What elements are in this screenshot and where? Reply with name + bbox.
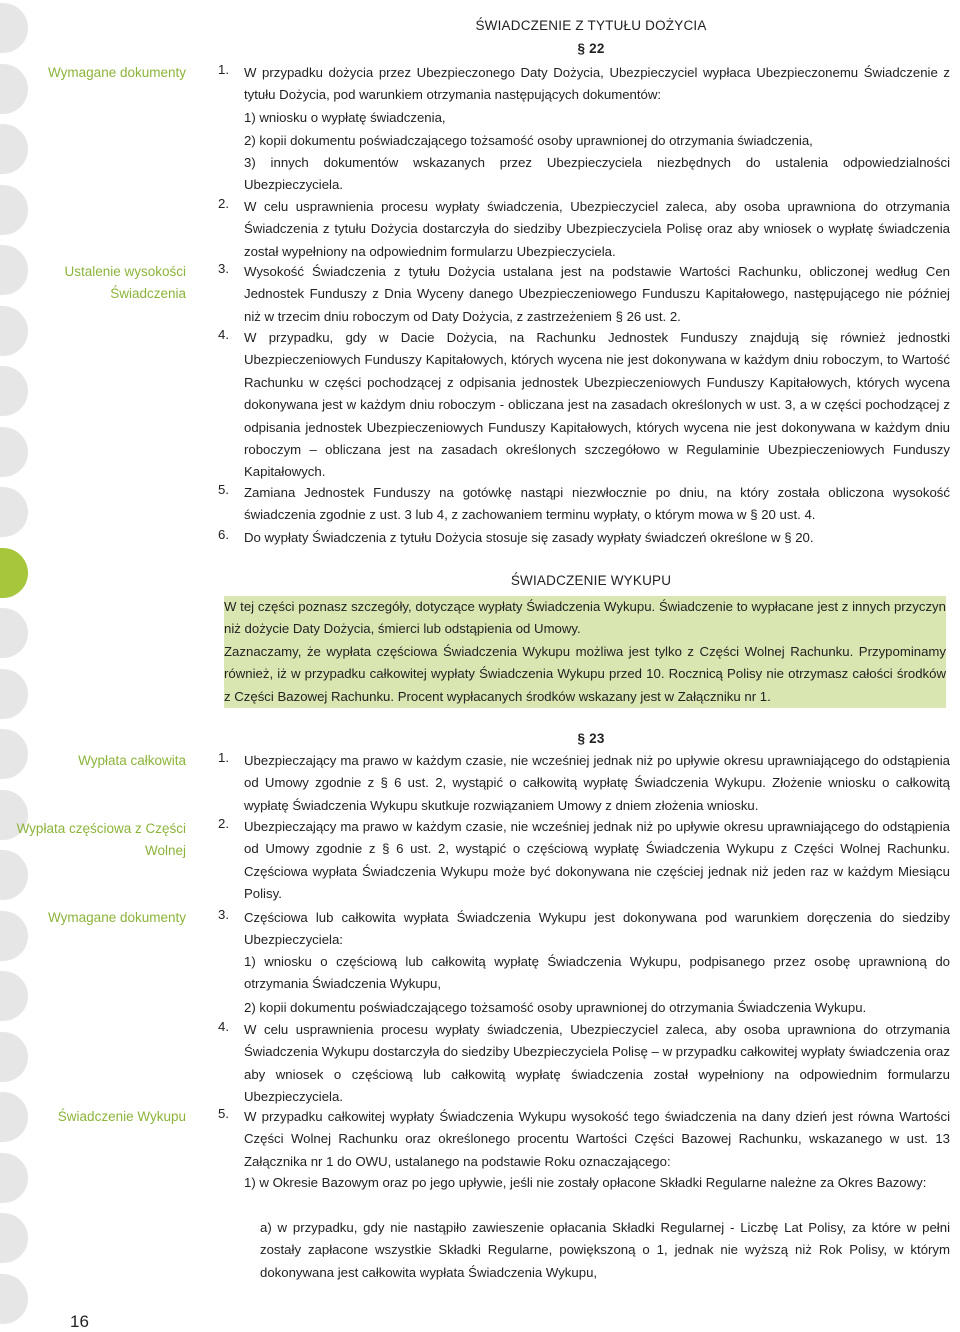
chapter-tab bbox=[0, 487, 28, 537]
item-text: Zamiana Jednostek Funduszy na gotówkę nastąpi niezwłocznie po dniu, na który została obliczona wysokość świadczenia zgodnie z ust. 3 lub 4, z zachowaniem terminu wypłaty, o którym mowa w § 20 ust. 4. bbox=[244, 485, 950, 523]
item-number: 5. bbox=[218, 1106, 229, 1121]
item-number: 4. bbox=[218, 327, 229, 342]
intro-box bbox=[224, 596, 946, 708]
margin-note: Wymagane dokumenty bbox=[48, 910, 186, 925]
item-number: 1. bbox=[218, 62, 229, 77]
item-text: W celu usprawnienia procesu wypłaty świadczenia, Ubezpieczyciel zaleca, aby osoba uprawniona do otrzymania Świadczenia Wykupu dostarczyła do siedziby Ubezpieczyciela Polisę – w przypadku całkowitej wypłaty świadczenia oraz aby wniosek o częściową lub całkowitą wypłatę świadczenia został wypełniony na odpowiednim formularzu Ubezpieczyciela. bbox=[244, 1022, 950, 1105]
item-text: 1) wniosku o wypłatę świadczenia, bbox=[244, 110, 446, 125]
chapter-tab bbox=[0, 1153, 28, 1203]
paragraph-sign: § 23 bbox=[577, 731, 605, 746]
chapter-tabs bbox=[0, 0, 36, 1330]
item-text: 2) kopii dokumentu poświadczającego tożsamość osoby uprawnionej do otrzymania Świadczenia Wykupu. bbox=[244, 1000, 867, 1015]
item-number: 3. bbox=[218, 907, 229, 922]
section-title: ŚWIADCZENIE WYKUPU bbox=[510, 573, 672, 588]
item-text: W przypadku całkowitej wypłaty Świadczenia Wykupu wysokość tego świadczenia na dany dzień jest równa Wartości Części Wolnej Rachunku oraz określonego procentu Wartości Części Bazowej Rachunku, wskazanego w ust. 13 Załącznika nr 1 do OWU, ustalanego na podstawie Roku oznaczającego: bbox=[244, 1109, 950, 1169]
item-number: 4. bbox=[218, 1019, 229, 1034]
item-text: Ubezpieczający ma prawo w każdym czasie, nie wcześniej jednak niż po upływie okresu uprawniającego do odstąpienia od Umowy zgodnie z § 6 ust. 2, wystąpić o całkowitą wypłatę Świadczenia Wykupu. Złożenie wniosku o całkowitą wypłatę Świadczenia Wykupu skutkuje rozwiązaniem Umowy z dniem złożenia wniosku. bbox=[244, 753, 950, 813]
chapter-tab bbox=[0, 366, 28, 416]
item-text: Ubezpieczający ma prawo w każdym czasie, nie wcześniej jednak niż po upływie okresu uprawniającego do odstąpienia od Umowy zgodnie z § 6 ust. 2, wystąpić o częściową wypłatę Świadczenia Wykupu z Części Wolnej Rachunku. Częściowa wypłata Świadczenia Wykupu może być dokonywana nie częściej jednak niż jeden raz w każdym Miesiącu Polisy. bbox=[244, 819, 950, 902]
item-text: W celu usprawnienia procesu wypłaty świadczenia, Ubezpieczyciel zaleca, aby osoba uprawniona do otrzymania Świadczenia z tytułu Dożycia dostarczyła do siedziby Ubezpieczyciela Polisę oraz aby wniosek o wypłatę świadczenia został wypełniony na odpowiednim formularzu Ubezpieczyciela. bbox=[244, 199, 950, 259]
item-text: 1) w Okresie Bazowym oraz po jego upływie, jeśli nie zostały opłacone Składki Regularne należne za Okres Bazowy: bbox=[244, 1175, 927, 1190]
chapter-tab bbox=[0, 427, 28, 477]
chapter-tab bbox=[0, 3, 28, 53]
item-text: Częściowa lub całkowita wypłata Świadczenia Wykupu jest dokonywana pod warunkiem doręczenia do siedziby Ubezpieczyciela: bbox=[244, 910, 950, 948]
page-number: 16 bbox=[70, 1312, 89, 1331]
item-number: 1. bbox=[218, 750, 229, 765]
margin-note: Świadczenie Wykupu bbox=[57, 1109, 186, 1124]
chapter-tab bbox=[0, 608, 28, 658]
item-text: W przypadku, gdy w Dacie Dożycia, na Rachunku Jednostek Funduszy znajdują się również jednostki Ubezpieczeniowych Funduszy Kapitałowych, których wycena nie jest dokonywana w każdym dniu roboczym, to Wartość Rachunku w części pochodzącej z odpisania jednostek Ubezpieczeniowych Funduszy Kapitałowych, których wycena dokonywana jest w każdym dniu roboczym - obliczana jest na zasadach określonych w ust. 3, a w części pochodzącej z odpisania jednostek Ubezpieczeniowych Funduszy Kapitałowych, których wycena nie jest dokonywana w każdym dniu roboczym – obliczana jest na zasadach określonych szczegółowo w Regulaminie Ubezpieczeniowych Funduszy Kapitałowych. bbox=[244, 330, 950, 480]
item-text: 2) kopii dokumentu poświadczającego tożsamość osoby uprawnionej do otrzymania świadczenia, bbox=[244, 133, 813, 148]
item-text: 1) wniosku o częściową lub całkowitą wypłatę Świadczenia Wykupu, podpisanego przez osobę uprawnioną do otrzymania Świadczenia Wykupu, bbox=[244, 954, 950, 992]
chapter-tab bbox=[0, 185, 28, 235]
item-number: 3. bbox=[218, 261, 229, 276]
item-number: 2. bbox=[218, 196, 229, 211]
intro-paragraph: Zaznaczamy, że wypłata częściowa Świadczenia Wykupu możliwa jest tylko z Części Wolnej Rachunku. Przypominamy również, iż w przypadku całkowitej wypłaty Świadczenia Wykupu przed 10. Rocznicą Polisy nie otrzymasz całości środków z Części Bazowej Rachunku. Procent wypłacanych środków wskazany jest w Załączniku nr 1. bbox=[224, 643, 946, 704]
chapter-tab bbox=[0, 1213, 28, 1263]
margin-note: Wypłata częściowa z Części Wolnej bbox=[16, 821, 186, 858]
chapter-tab bbox=[0, 124, 28, 174]
chapter-tab bbox=[0, 1274, 28, 1324]
item-text: Wysokość Świadczenia z tytułu Dożycia ustalana jest na podstawie Wartości Rachunku, obliczonej według Cen Jednostek Funduszy z Dnia Wyceny danego Ubezpieczeniowego Funduszu Kapitałowego, następującego nie później niż w trzecim dniu roboczym od Daty Dożycia, z zastrzeżeniem § 26 ust. 2. bbox=[244, 264, 950, 324]
item-text: 3) innych dokumentów wskazanych przez Ubezpieczyciela niezbędnych do ustalenia odpowiedzialności Ubezpieczyciela. bbox=[244, 155, 950, 193]
item-text: a) w przypadku, gdy nie nastąpiło zawieszenie opłacania Składki Regularnej - Liczbę Lat Polisy, za które w pełni zostały zapłacone wszystkie Składki Regularne, powiększoną o 1, jednak nie wyższą niż Rok Polisy, w którym dokonywana jest całkowita wypłata Świadczenia Wykupu, bbox=[260, 1220, 950, 1280]
chapter-tab bbox=[0, 1032, 28, 1082]
item-number: 6. bbox=[218, 527, 229, 542]
chapter-tab bbox=[0, 306, 28, 356]
chapter-tab bbox=[0, 669, 28, 719]
chapter-tab bbox=[0, 971, 28, 1021]
intro-paragraph: W tej części poznasz szczegóły, dotyczące wypłaty Świadczenia Wykupu. Świadczenie to wypłacane jest z innych przyczyn niż dożycie Daty Dożycia, śmierci lub odstąpienia od Umowy. bbox=[224, 599, 946, 637]
margin-note: Wymagane dokumenty bbox=[48, 65, 186, 80]
chapter-tab bbox=[0, 548, 28, 598]
item-number: 2. bbox=[218, 816, 229, 831]
margin-note: Wypłata całkowita bbox=[78, 753, 186, 768]
item-text: W przypadku dożycia przez Ubezpieczonego Daty Dożycia, Ubezpieczyciel wypłaca Ubezpieczonemu Świadczenie z tytułu Dożycia, pod warunkiem otrzymania następujących dokumentów: bbox=[244, 65, 950, 103]
item-text: Do wypłaty Świadczenia z tytułu Dożycia stosuje się zasady wypłaty świadczeń określone w § 20. bbox=[244, 530, 814, 545]
item-number: 5. bbox=[218, 482, 229, 497]
margin-note: Ustalenie wysokości Świadczenia bbox=[64, 264, 186, 301]
section-title: ŚWIADCZENIE Z TYTUŁU DOŻYCIA bbox=[475, 18, 707, 33]
paragraph-sign: § 22 bbox=[577, 41, 605, 56]
